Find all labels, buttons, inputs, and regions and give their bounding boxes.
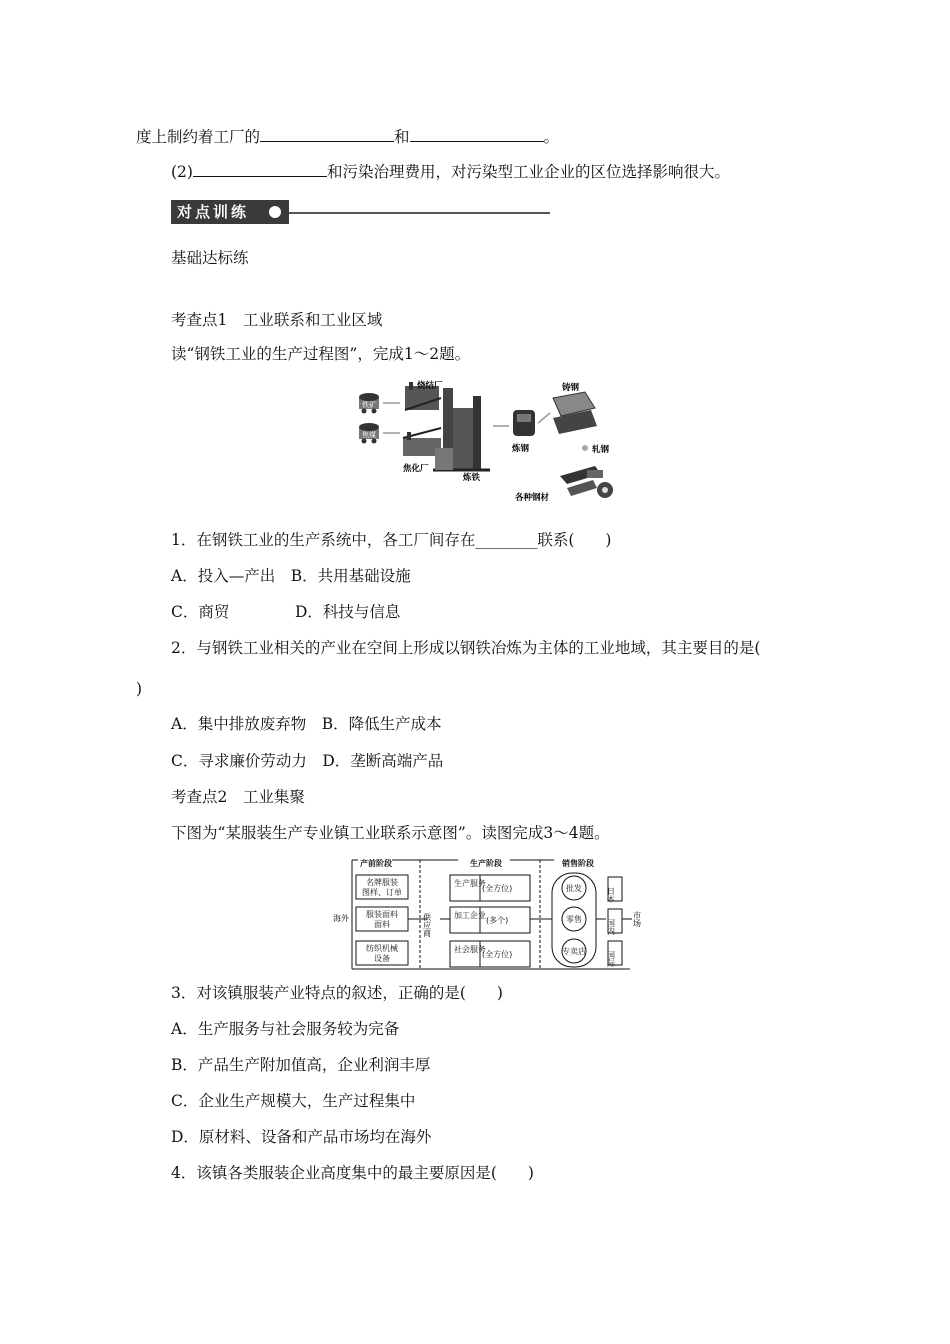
market-domestic-label: 国内 xyxy=(606,919,616,935)
pre-box-3-line-2: 设备 xyxy=(374,954,390,963)
casting-label: 铸钢 xyxy=(562,383,580,393)
q3-option-a: A．生产服务与社会服务较为完备 xyxy=(171,1020,400,1038)
text-segment: 。 xyxy=(543,128,560,146)
products-label: 各种钢材 xyxy=(515,493,550,503)
pre-box-2-line-1: 服装面料 xyxy=(366,910,398,919)
specialty-store-label: 专卖店 xyxy=(562,947,586,956)
question-3: 3．对该镇服装产业特点的叙述，正确的是( ) xyxy=(171,984,503,1002)
text-segment: 和 xyxy=(394,128,410,146)
pre-box-2-line-2: 面料 xyxy=(374,920,390,929)
steel-products-icon xyxy=(560,466,613,498)
question-4: 4．该镇各类服装企业高度集中的最主要原因是( ) xyxy=(171,1164,534,1182)
q2-options-cd: C．寻求廉价劳动力 D．垄断高端产品 xyxy=(171,752,444,770)
q2-options-ab: A．集中排放废弃物 B．降低生产成本 xyxy=(171,715,442,733)
text-segment: 和污染治理费用，对污染型工业企业的区位选择影响很大。 xyxy=(326,163,730,181)
section-rule xyxy=(289,212,550,214)
stage-production-label: 生产阶段 xyxy=(470,859,502,868)
pre-box-1-line-1: 名牌服装 xyxy=(366,878,398,887)
bullet-icon xyxy=(269,206,281,218)
answer-blank[interactable] xyxy=(193,162,327,177)
section-title: 对点训练 xyxy=(177,203,250,221)
blast-furnace-icon xyxy=(433,388,490,470)
production-service-note: (全方位) xyxy=(482,884,513,893)
q3-option-c: C．企业生产规模大，生产过程集中 xyxy=(171,1092,416,1110)
steelmaking-label: 炼钢 xyxy=(512,444,530,454)
coking-label: 焦化厂 xyxy=(403,464,429,474)
overseas-label: 海外 xyxy=(333,914,349,923)
q3-option-b: B．产品生产附加值高，企业利润丰厚 xyxy=(171,1056,431,1074)
market-international-label: 国际 xyxy=(606,951,616,967)
processing-enterprise-note: (多个) xyxy=(486,916,509,925)
text-segment: (2) xyxy=(171,163,193,181)
social-service-label: 社会服务 xyxy=(454,945,486,954)
marker-icon xyxy=(582,445,588,451)
stage-pre-label: 产前阶段 xyxy=(360,859,392,868)
casting-icon xyxy=(553,392,597,434)
ironmaking-label: 炼铁 xyxy=(463,473,481,483)
converter-icon xyxy=(513,410,535,436)
section-header xyxy=(171,200,289,224)
question-2: 2．与钢铁工业相关的产业在空间上形成以钢铁冶炼为主体的工业地域，其主要目的是( xyxy=(171,639,761,657)
question-2-end: ) xyxy=(136,680,143,698)
knowledge-point-1: 考查点1 工业联系和工业区域 xyxy=(171,311,383,329)
sinter-label: 烧结厂 xyxy=(417,381,443,391)
market-label: 市场 xyxy=(632,911,642,927)
q3-option-d: D．原材料、设备和产品市场均在海外 xyxy=(171,1128,432,1146)
arrow-icon xyxy=(538,413,550,423)
pre-box-1-line-2: 图样、订单 xyxy=(362,888,402,897)
garment-linkage-figure xyxy=(330,855,652,973)
coal-label: 焦煤 xyxy=(362,431,376,439)
subsection-title: 基础达标练 xyxy=(171,249,249,267)
answer-blank[interactable] xyxy=(260,127,394,142)
wholesale-label: 批发 xyxy=(566,884,582,893)
q1-options-ab: A．投入—产出 B．共用基础设施 xyxy=(171,567,411,585)
reading-prompt-2: 下图为“某服装生产专业镇工业联系示意图”。读图完成3～4题。 xyxy=(171,824,610,842)
stage-sales-label: 销售阶段 xyxy=(562,859,594,868)
processing-enterprise-label: 加工企业 xyxy=(454,911,486,920)
text-segment: 度上制约着工厂的 xyxy=(136,128,261,146)
question-1: 1．在钢铁工业的生产系统中，各工厂间存在________联系( ) xyxy=(171,531,612,549)
rolling-label: 轧钢 xyxy=(592,445,610,455)
q1-option-d: D．科技与信息 xyxy=(295,603,401,621)
production-service-label: 生产服务 xyxy=(454,879,486,888)
social-service-note: (全方位) xyxy=(482,950,513,959)
fill-in-line-1 xyxy=(136,127,559,147)
supplier-label: 供应商 xyxy=(422,913,432,937)
knowledge-point-2: 考查点2 工业集聚 xyxy=(171,788,305,806)
pre-box-3-line-1: 纺织机械 xyxy=(366,944,398,953)
retail-label: 零售 xyxy=(566,915,582,924)
market-japan-label: 日本 xyxy=(606,887,616,903)
steel-process-figure xyxy=(355,378,625,506)
q1-option-c: C．商贸 xyxy=(171,603,230,621)
reading-prompt-1: 读“钢铁工业的生产过程图”，完成1～2题。 xyxy=(171,345,471,363)
answer-blank[interactable] xyxy=(410,127,544,142)
iron-ore-label: 铁矿 xyxy=(362,401,376,409)
fill-in-line-2 xyxy=(171,162,730,182)
